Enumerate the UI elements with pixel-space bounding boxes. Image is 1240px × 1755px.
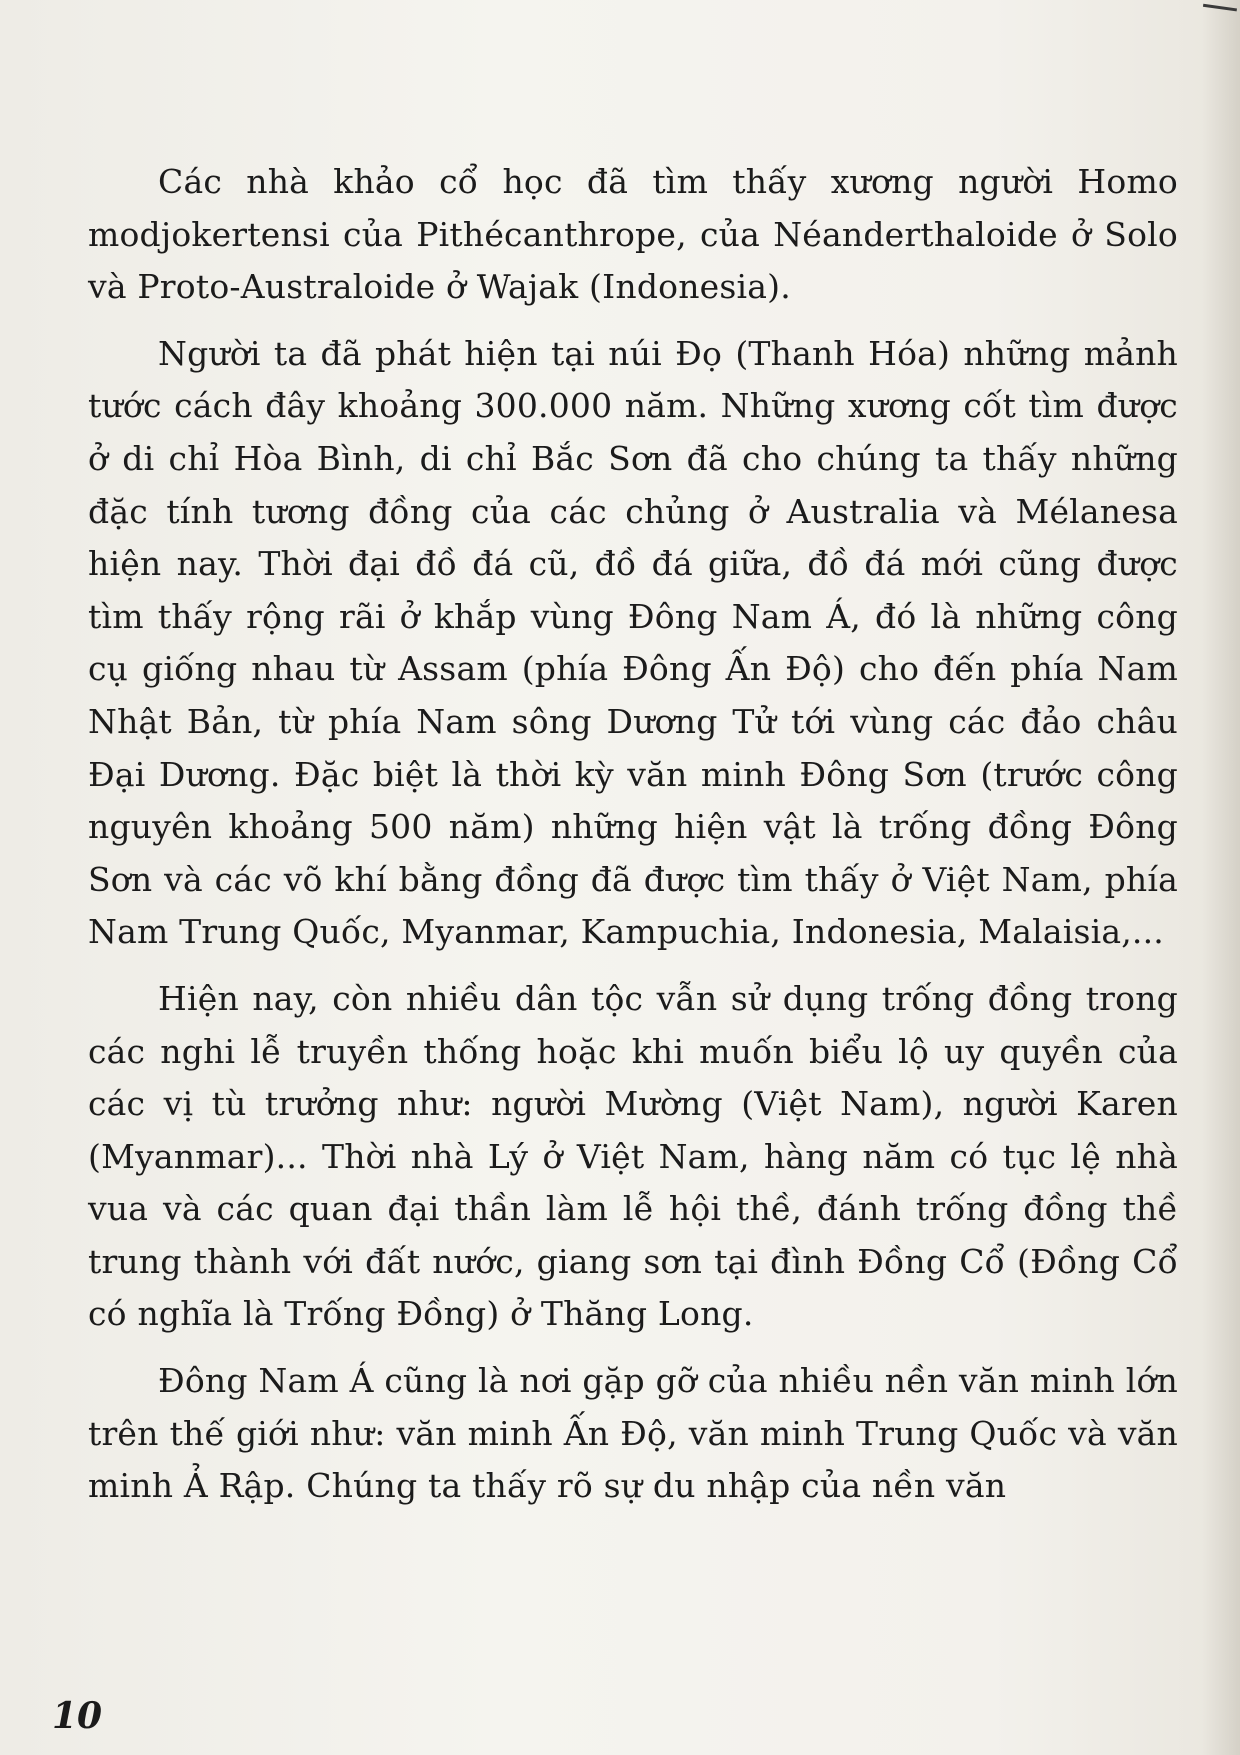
paragraph-2: Người ta đã phát hiện tại núi Đọ (Thanh Hóa) những mảnh tước cách đây khoảng 300.000 năm. Những xương cốt tìm được ở di chỉ Hòa Bình, di chỉ Bắc Sơn đã cho chúng ta thấy những đặc tính tương đồng của các chủng ở Australia và Mélanesa hiện nay. Thời đại đồ đá cũ, đồ đá giữa, đồ đá mới cũng được tìm thấy rộng rãi ở khắp vùng Đông Nam Á, đó là những công cụ giống nhau từ Assam (phía Đông Ấn Độ) cho đến phía Nam Nhật Bản, từ phía Nam sông Dương Tử tới vùng các đảo châu Đại Dương. Đặc biệt là thời kỳ văn minh Đông Sơn (trước công nguyên khoảng 500 năm) những hiện vật là trống đồng Đông Sơn và các võ khí bằng đồng đã được tìm thấy ở Việt Nam, phía Nam Trung Quốc, Myanmar, Kampuchia, Indonesia, Malaisia,... [88,333,1178,952]
page-number: 10 [52,1695,103,1737]
paragraph-4: Đông Nam Á cũng là nơi gặp gỡ của nhiều nền văn minh lớn trên thế giới như: văn minh Ấn Độ, văn minh Trung Quốc và văn minh Ả Rập. Chúng ta thấy rõ sự du nhập của nền văn [88,1361,1178,1506]
page-edge-shadow [1202,0,1240,1755]
paragraph-3: Hiện nay, còn nhiều dân tộc vẫn sử dụng trống đồng trong các nghi lễ truyền thống hoặc khi muốn biểu lộ uy quyền của các vị tù trưởng như: người Mường (Việt Nam), người Karen (Myanmar)... Thời nhà Lý ở Việt Nam, hàng năm có tục lệ nhà vua và các quan đại thần làm lễ hội thề, đánh trống đồng thề trung thành với đất nước, giang sơn tại đình Đồng Cổ (Đồng Cổ có nghĩa là Trống Đồng) ở Thăng Long. [88,978,1178,1334]
paragraph-1: Các nhà khảo cổ học đã tìm thấy xương người Homo modjokertensi của Pithécanthrope, của Néanderthaloide ở Solo và Proto-Australoide ở Wajak (Indonesia). [88,162,1178,307]
body-text [88,156,1178,1527]
